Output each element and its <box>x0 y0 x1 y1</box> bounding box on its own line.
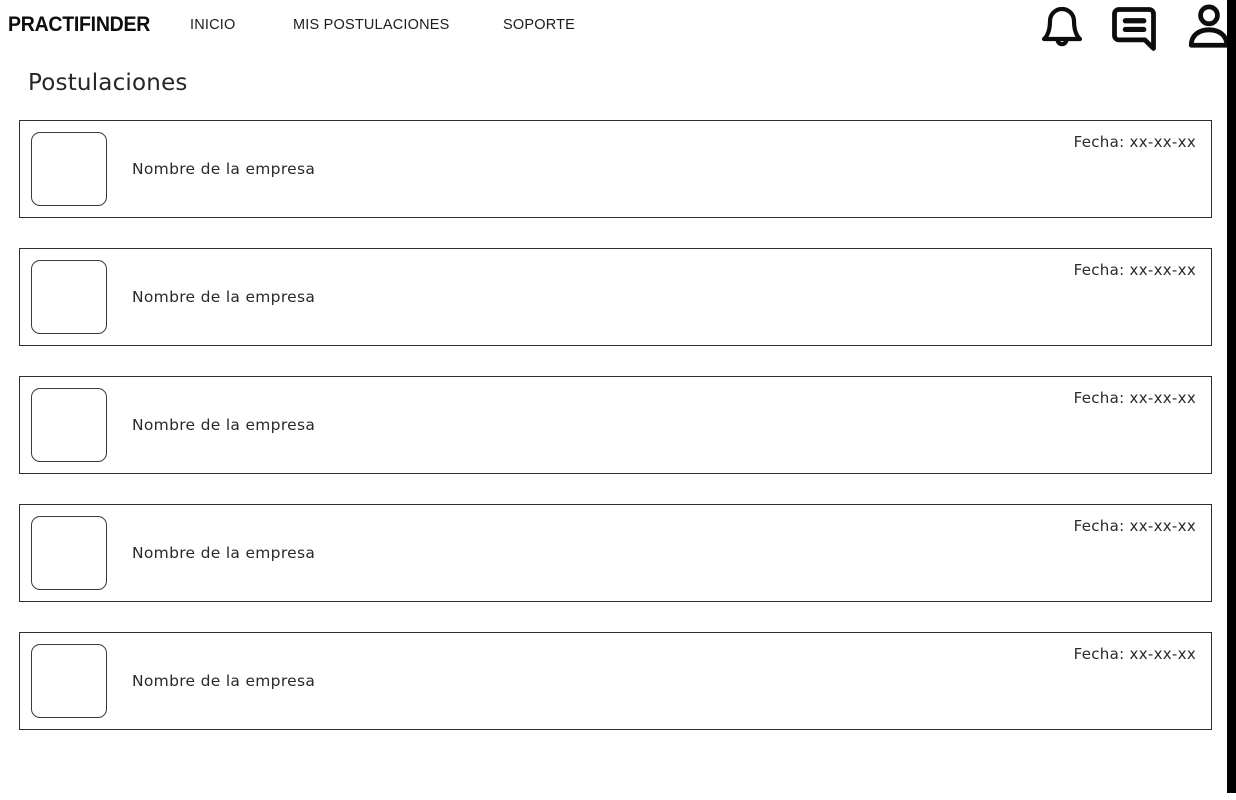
company-logo-placeholder <box>31 132 107 206</box>
company-name: Nombre de la empresa <box>132 416 316 434</box>
scrollbar-track[interactable] <box>1227 0 1236 800</box>
company-logo-placeholder <box>31 260 107 334</box>
company-logo-placeholder <box>31 644 107 718</box>
brand-logo[interactable]: PRACTIFINDER <box>8 13 151 36</box>
postulacion-card[interactable] <box>19 376 1212 474</box>
company-name: Nombre de la empresa <box>132 288 316 306</box>
postulacion-card[interactable] <box>19 248 1212 346</box>
messages-button[interactable] <box>1108 3 1160 55</box>
postulacion-card[interactable] <box>19 120 1212 218</box>
nav-item-inicio[interactable]: INICIO <box>190 17 236 33</box>
nav-item-mis-postulaciones[interactable]: MIS POSTULACIONES <box>293 17 450 33</box>
application-date: Fecha: xx-xx-xx <box>1073 261 1196 279</box>
postulaciones-list <box>19 120 1212 760</box>
company-name: Nombre de la empresa <box>132 544 316 562</box>
application-date: Fecha: xx-xx-xx <box>1073 389 1196 407</box>
postulacion-card[interactable] <box>19 504 1212 602</box>
company-logo-placeholder <box>31 516 107 590</box>
bell-icon <box>1038 5 1086 53</box>
notifications-button[interactable] <box>1038 5 1086 53</box>
nav-item-soporte[interactable]: SOPORTE <box>503 17 576 33</box>
application-date: Fecha: xx-xx-xx <box>1073 645 1196 663</box>
company-name: Nombre de la empresa <box>132 672 316 690</box>
application-date: Fecha: xx-xx-xx <box>1073 133 1196 151</box>
company-logo-placeholder <box>31 388 107 462</box>
chat-icon <box>1108 3 1160 55</box>
postulacion-card[interactable] <box>19 632 1212 730</box>
application-date: Fecha: xx-xx-xx <box>1073 517 1196 535</box>
scrollbar-thumb[interactable] <box>1227 0 1236 793</box>
company-name: Nombre de la empresa <box>132 160 316 178</box>
page-title: Postulaciones <box>28 70 188 96</box>
top-nav <box>0 0 1236 56</box>
